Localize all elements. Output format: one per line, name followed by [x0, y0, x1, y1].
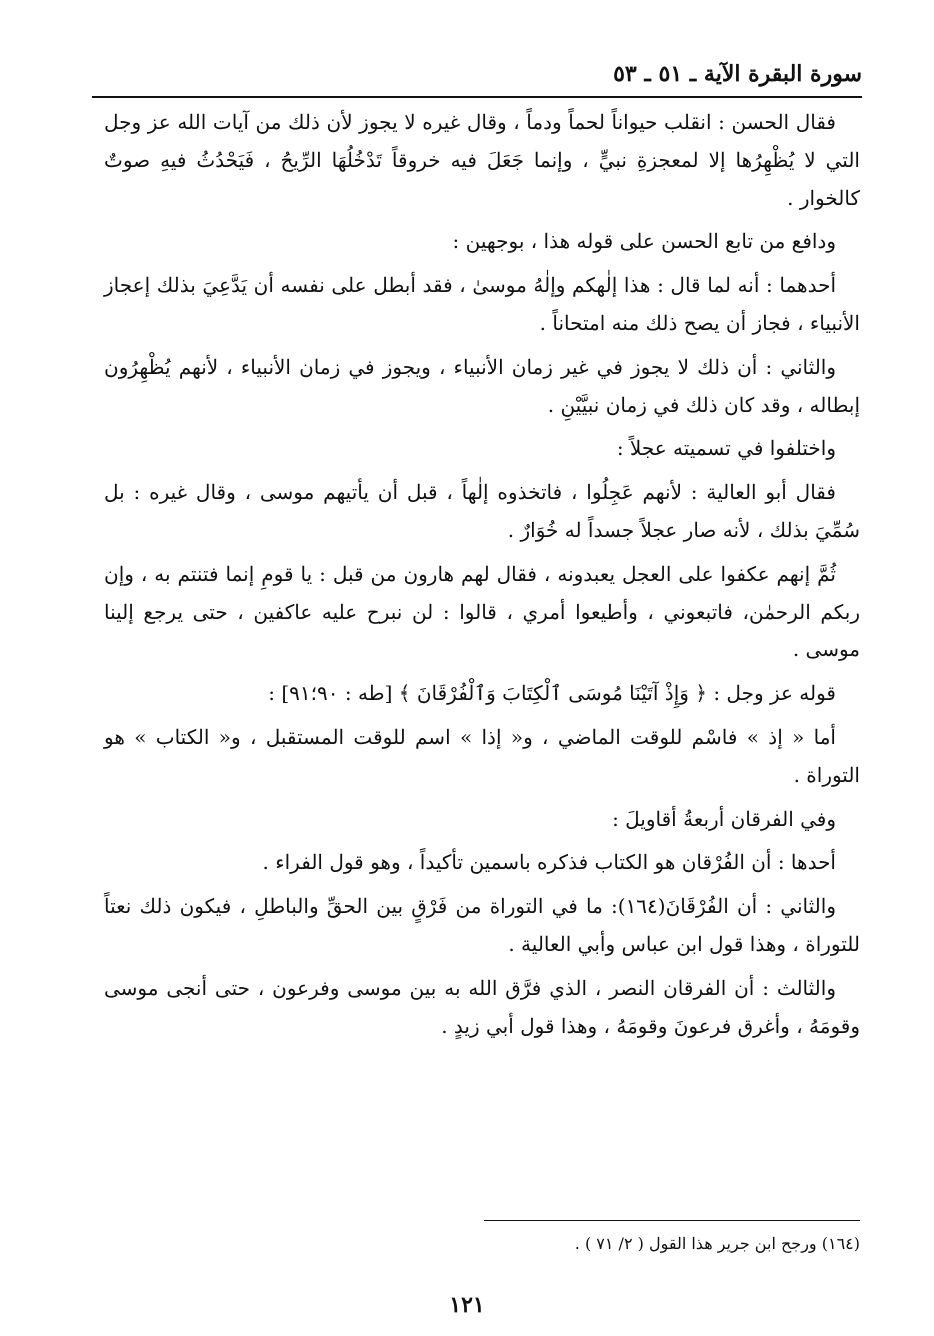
- paragraph: ودافع من تابع الحسن على قوله هذا ، بوجهين :: [452, 229, 836, 254]
- paragraph: أما « إذ » فاسْم للوقت الماضي ، و« إذا » اسم للوقت المستقبل ، و« الكتاب » هو التوراة .: [104, 724, 860, 787]
- page-number: ١٢١: [449, 1292, 485, 1318]
- header-divider: [92, 96, 862, 98]
- paragraph: وفي الفرقان أربعةُ أقاويلَ :: [612, 806, 836, 831]
- paragraph: أحدها : أن الفُرْقان هو الكتاب فذكره باسمين تأكيداً ، وهو قول الفراء .: [262, 850, 836, 875]
- paragraph: ثُمَّ إنهم عكفوا على العجل يعبدونه ، فقال لهم هارون من قبل : يا قومِ إنما فتنتم به ، وإن ربكم الرحمٰن، فاتبعوني ، وأطيعوا أمري ، قالوا : لن نبرح عليه عاكفين ، حتى يرجع إلينا موسى .: [104, 561, 860, 662]
- paragraph: والثالث : أن الفرقان النصر ، الذي فرَّق الله به بين موسى وفرعون ، حتى أنجى موسى وقومَهُ ، وأغرق فرعونَ وقومَهُ ، وهذا قول أبي زيدٍ .: [104, 975, 860, 1038]
- paragraph: فقال الحسن : انقلب حيواناً لحماً ودماً ، وقال غيره لا يجوز لأن ذلك من آيات الله عز وجل التي لا يُظْهِرُها إلا لمعجزةِ نبيٍّ ، وإنما جَعَلَ فيه خروقاً تَدْخُلُهَا الرِّيحُ ، فَيَحْدُثُ فيهِ صوتٌ كالخوار .: [104, 110, 860, 210]
- paragraph: أحدهما : أنه لما قال : هذا إلٰهكم وإلٰهُ موسىٰ ، فقد أبطل على نفسه أن يَدَّعِيَ بذلك إعجاز الأنبياء ، فجاز أن يصح ذلك منه امتحاناً .: [104, 273, 860, 335]
- main-text: [104, 104, 860, 1051]
- paragraph: والثاني : أن الفُرْقَانَ(١٦٤): ما في التوراة من فَرْقٍ بين الحقِّ والباطلِ ، فيكون ذلك نعتاً للتوراة ، وهذا قول ابن عباس وأبي العالية .: [104, 894, 860, 956]
- paragraph: فقال أبو العالية : لأنهم عَجِلُوا ، فاتخذوه إلٰهاً ، قبل أن يأتيهم موسى ، وقال غيره : بل سُمِّيَ بذلك ، لأنه صار عجلاً جسداً له خُوَارٌ .: [104, 480, 860, 542]
- footnote-divider: [484, 1220, 860, 1221]
- footnote: (١٦٤) ورجح ابن جرير هذا القول ( ٢/ ٧١ ) .: [574, 1234, 860, 1253]
- paragraph: والثاني : أن ذلك لا يجوز في غير زمان الأنبياء ، ويجوز في زمان الأنبياء ، لأنهم يُظْهِرُون إبطاله ، وقد كان ذلك في زمان نبيَّيْنِ .: [104, 354, 860, 417]
- paragraph: واختلفوا في تسميته عجلاً :: [616, 436, 836, 461]
- header-title: سورة البقرة الآية ـ ٥١ ـ ٥٣: [613, 61, 862, 87]
- running-header: [100, 58, 862, 96]
- quran-verse-paragraph: قوله عز وجل : ﴿ وَإِذْ آتَيْنَا مُوسَى ٱلْكِتَابَ وَٱلْفُرْقَانَ ﴾ [طه : ٩٠؛٩١] :: [268, 681, 836, 706]
